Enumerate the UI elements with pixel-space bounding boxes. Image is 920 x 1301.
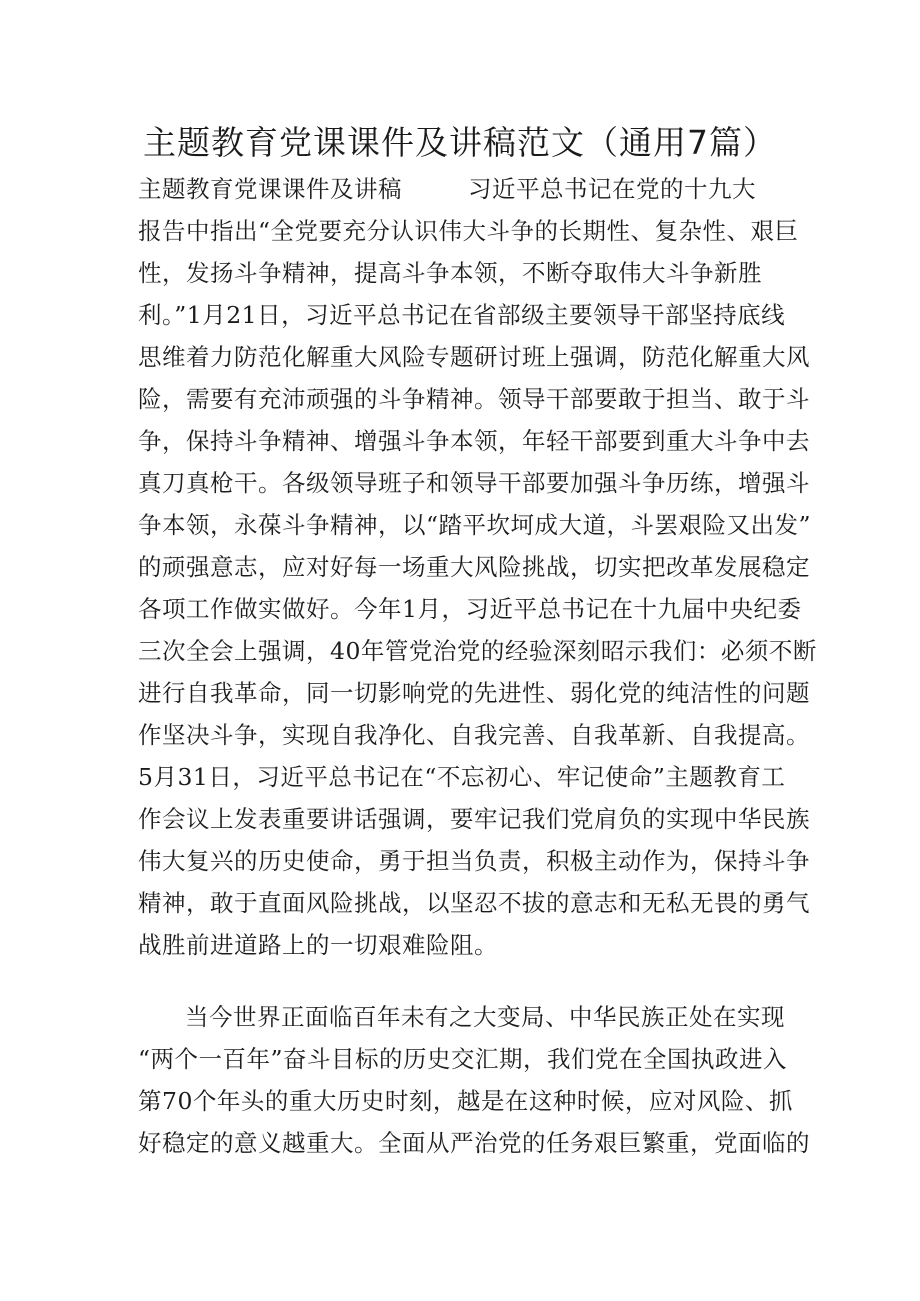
text-line: 争，保持斗争精神、增强斗争本领，年轻干部要到重大斗争中去 bbox=[138, 427, 810, 455]
first-line bbox=[138, 168, 756, 210]
paragraph2-line: 第70个年头的重大历史时刻，越是在这种时候，应对风险、抓 bbox=[138, 1087, 793, 1115]
text-line: 报告中指出“全党要充分认识伟大斗争的长期性、复杂性、艰巨 bbox=[138, 217, 799, 245]
first-line-left: 主题教育党课课件及讲稿 bbox=[138, 175, 402, 203]
text-line: 争本领，永葆斗争精神，以“踏平坎坷成大道，斗罢艰险又出发” bbox=[138, 511, 812, 539]
text-line: 精神，敢于直面风险挑战，以坚忍不拔的意志和无私无畏的勇气 bbox=[138, 889, 810, 917]
text-line: 各项工作做实做好。今年1月，习近平总书记在十九届中央纪委 bbox=[138, 595, 802, 623]
text-line: 险，需要有充沛顽强的斗争精神。领导干部要敢于担当、敢于斗 bbox=[138, 385, 810, 413]
text-line: 战胜前进道路上的一切艰难险阻。 bbox=[138, 931, 498, 959]
text-line: 进行自我革命，同一切影响党的先进性、弱化党的纯洁性的问题 bbox=[138, 679, 810, 707]
text-line: 的顽强意志，应对好每一场重大风险挑战，切实把改革发展稳定 bbox=[138, 553, 810, 581]
text-line: 真刀真枪干。各级领导班子和领导干部要加强斗争历练，增强斗 bbox=[138, 469, 810, 497]
text-line: 性，发扬斗争精神，提高斗争本领，不断夺取伟大斗争新胜 bbox=[138, 259, 762, 287]
document-title: 主题教育党课课件及讲稿范文（通用7篇） bbox=[143, 123, 777, 162]
text-line: 作坚决斗争，实现自我净化、自我完善、自我革新、自我提高。 bbox=[138, 721, 810, 749]
text-line: 三次全会上强调，40年管党治党的经验深刻昭示我们：必须不断 bbox=[138, 637, 817, 665]
text-line: 伟大复兴的历史使命，勇于担当负责，积极主动作为，保持斗争 bbox=[138, 847, 810, 875]
text-line: 5月31日，习近平总书记在“不忘初心、牢记使命”主题教育工 bbox=[138, 763, 786, 791]
text-line: 利。”1月21日，习近平总书记在省部级主要领导干部坚持底线 bbox=[138, 301, 786, 329]
paragraph2-line: “两个一百年”奋斗目标的历史交汇期，我们党在全国执政进入 bbox=[138, 1045, 788, 1073]
text-line: 思维着力防范化解重大风险专题研讨班上强调，防范化解重大风 bbox=[138, 343, 810, 371]
text-line: 作会议上发表重要讲话强调，要牢记我们党肩负的实现中华民族 bbox=[138, 805, 810, 833]
paragraph2-line: 好稳定的意义越重大。全面从严治党的任务艰巨繁重，党面临的 bbox=[138, 1129, 810, 1157]
paragraph2-line: 当今世界正面临百年未有之大变局、中华民族正处在实现 bbox=[185, 1003, 785, 1031]
first-line-right: 习近平总书记在党的十九大 bbox=[468, 175, 756, 203]
